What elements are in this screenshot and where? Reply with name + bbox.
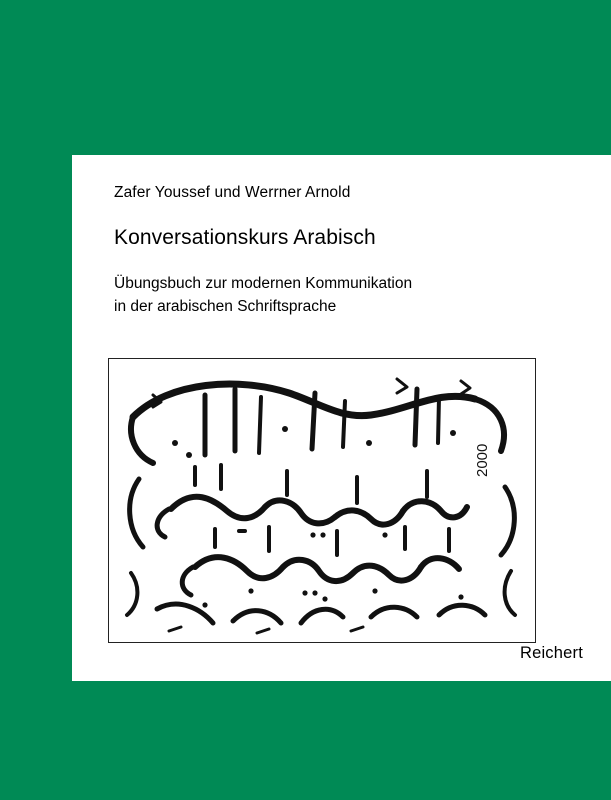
calligraphy-artwork-frame bbox=[108, 358, 536, 643]
calligraphy-icon bbox=[109, 359, 535, 642]
cover-subtitle-line-2: in der arabischen Schriftsprache bbox=[114, 298, 337, 315]
cover-subtitle-line-1: Übungsbuch zur modernen Kommunikation bbox=[114, 275, 413, 292]
cover-title: Konversationskurs Arabisch bbox=[114, 226, 376, 249]
cover-subtitle bbox=[114, 272, 412, 318]
artwork-year-text: 2000 bbox=[474, 443, 491, 477]
publisher-name: Reichert bbox=[519, 644, 583, 662]
cover-authors: Zafer Youssef und Werrner Arnold bbox=[114, 184, 351, 201]
